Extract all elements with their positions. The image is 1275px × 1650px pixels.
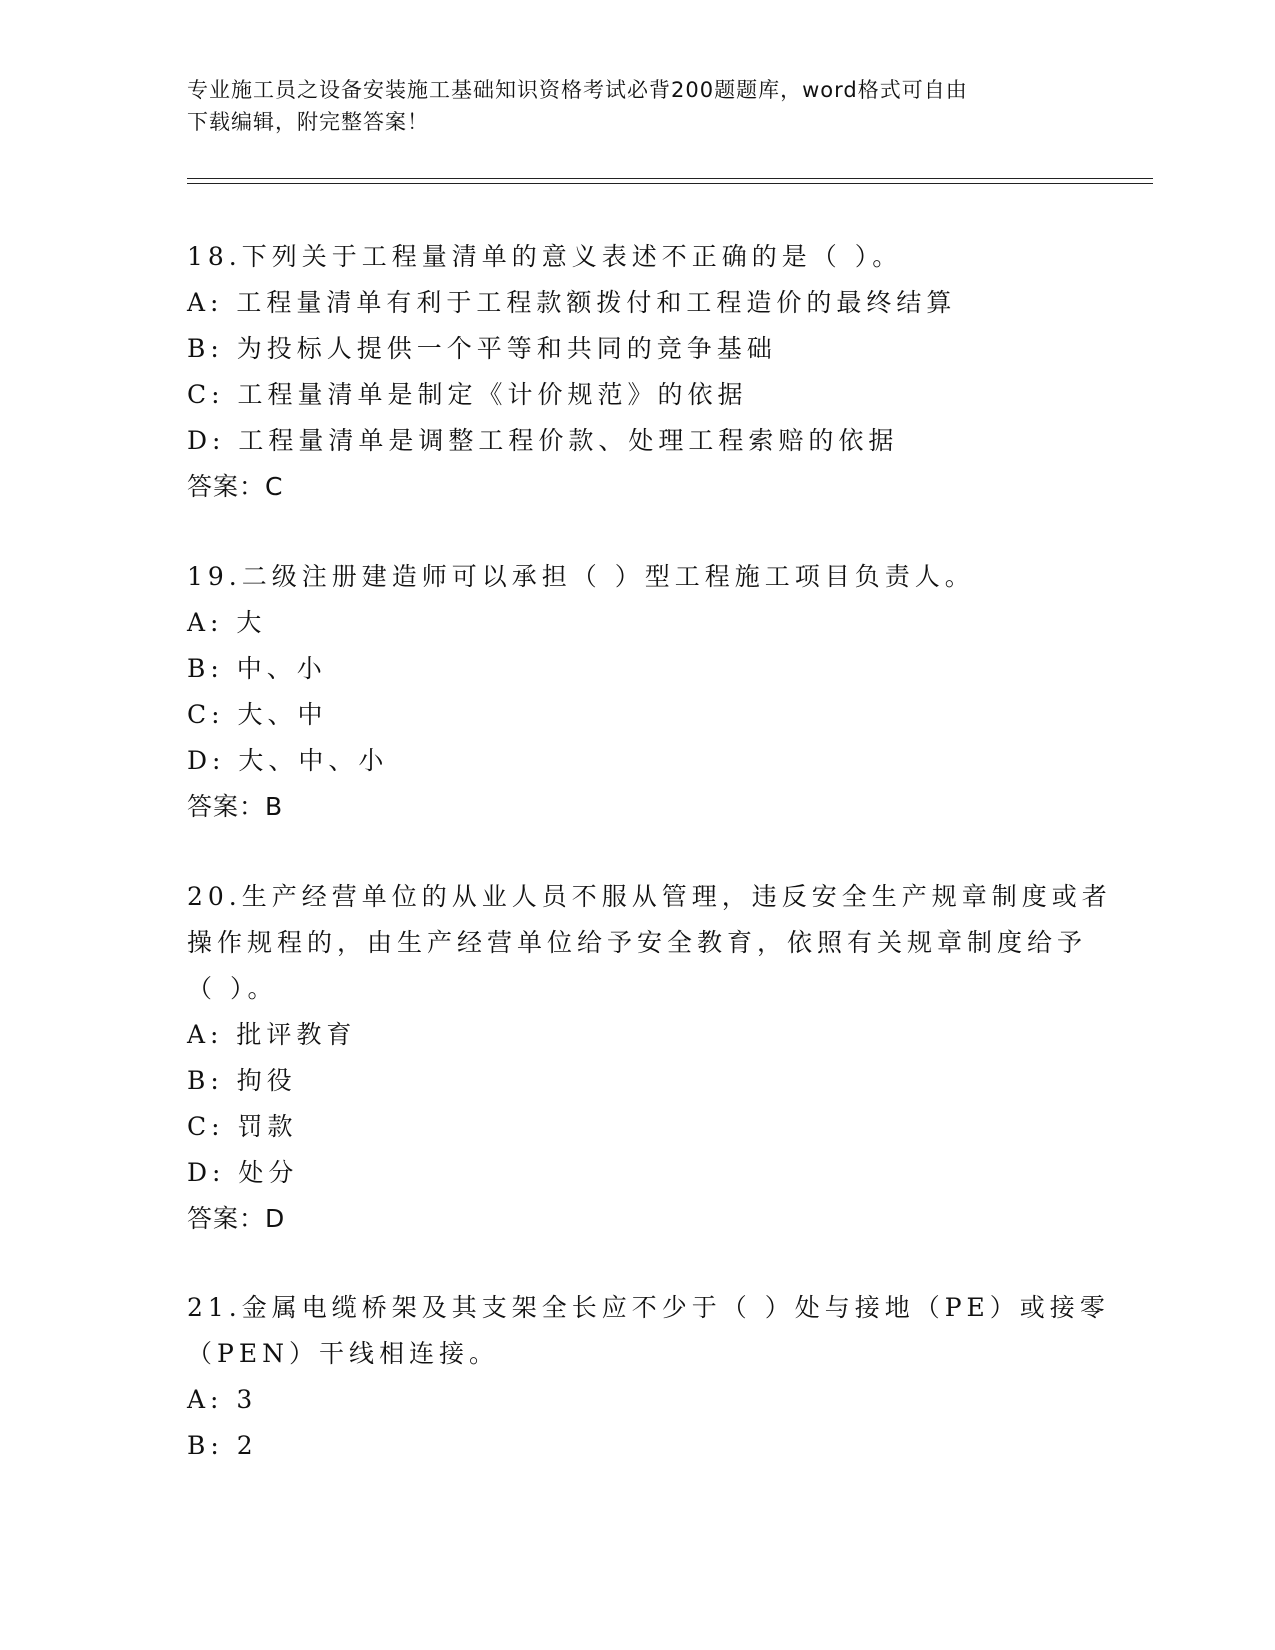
option-d: D: 工程量清单是调整工程价款、处理工程索赔的依据 bbox=[187, 426, 899, 455]
option-d: D: 大、中、小 bbox=[187, 746, 389, 775]
option-c: C: 大、中 bbox=[187, 700, 328, 729]
answer: 答案：B bbox=[187, 792, 284, 821]
question-20 bbox=[187, 874, 1112, 1242]
option-b: B: 中、小 bbox=[187, 654, 327, 683]
header-line-2: 下载编辑，附完整答案！ bbox=[187, 110, 429, 134]
question-text-line-3: （ ）。 bbox=[187, 974, 278, 1003]
question-text: 19.二级注册建造师可以承担（ ）型工程施工项目负责人。 bbox=[187, 562, 975, 591]
option-c: C: 工程量清单是制定《计价规范》的依据 bbox=[187, 380, 748, 409]
question-text-line-1: 21.金属电缆桥架及其支架全长应不少于（ ）处与接地（PE）或接零 bbox=[187, 1293, 1110, 1322]
header-divider-top bbox=[187, 178, 1153, 179]
option-b: B: 2 bbox=[187, 1431, 258, 1460]
option-b: B: 为投标人提供一个平等和共同的竞争基础 bbox=[187, 334, 777, 363]
option-b: B: 拘役 bbox=[187, 1066, 297, 1095]
question-18 bbox=[187, 234, 1087, 510]
option-c: C: 罚款 bbox=[187, 1112, 298, 1141]
header-divider-bottom bbox=[187, 183, 1153, 184]
question-text-line-1: 20.生产经营单位的从业人员不服从管理，违反安全生产规章制度或者 bbox=[187, 882, 1112, 911]
document-header bbox=[187, 74, 1087, 138]
option-a: A: 批评教育 bbox=[187, 1020, 357, 1049]
question-text: 18.下列关于工程量清单的意义表述不正确的是（ ）。 bbox=[187, 242, 903, 271]
option-a: A: 大 bbox=[187, 608, 267, 637]
question-19 bbox=[187, 554, 1087, 830]
question-text-line-2: 操作规程的，由生产经营单位给予安全教育，依照有关规章制度给予 bbox=[187, 928, 1088, 957]
option-a: A: 工程量清单有利于工程款额拨付和工程造价的最终结算 bbox=[187, 288, 957, 317]
answer: 答案：D bbox=[187, 1204, 286, 1233]
question-text-line-2: （PEN）干线相连接。 bbox=[187, 1339, 499, 1368]
option-a: A: 3 bbox=[187, 1385, 258, 1414]
option-d: D: 处分 bbox=[187, 1158, 299, 1187]
question-21 bbox=[187, 1285, 1110, 1469]
answer: 答案：C bbox=[187, 472, 284, 501]
header-line-1: 专业施工员之设备安装施工基础知识资格考试必背200题题库，word格式可自由 bbox=[187, 78, 968, 102]
